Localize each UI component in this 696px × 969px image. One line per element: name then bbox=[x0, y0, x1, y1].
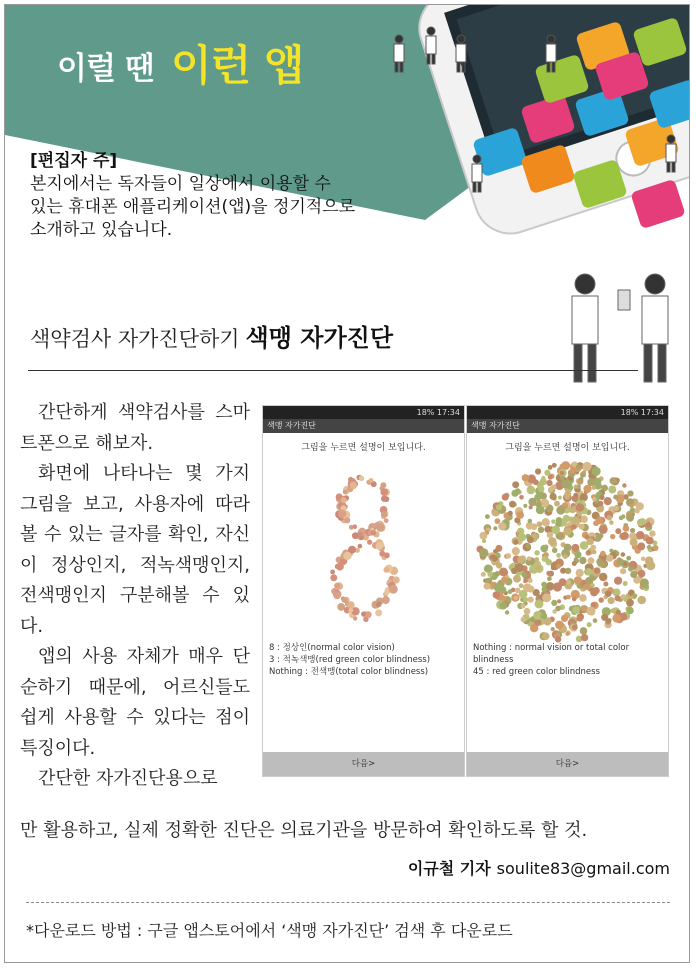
plate-dot bbox=[551, 519, 555, 523]
plate-dot bbox=[613, 495, 618, 500]
plate-dot bbox=[330, 570, 335, 575]
plate-dot bbox=[581, 500, 585, 504]
legend-line: 45 : red green color blindness bbox=[473, 667, 600, 677]
plate-dot bbox=[527, 486, 536, 495]
section-title bbox=[30, 318, 393, 353]
plate-dot bbox=[576, 464, 581, 469]
plate-dot bbox=[384, 590, 389, 595]
plate-dot bbox=[600, 551, 606, 557]
plate-dot bbox=[343, 490, 348, 495]
plate-dot bbox=[579, 557, 586, 564]
color-plate-8[interactable] bbox=[263, 461, 465, 631]
plate-dot bbox=[519, 495, 524, 500]
plate-dot bbox=[581, 634, 588, 641]
header-title-prefix: 이럴 땐 bbox=[57, 51, 154, 87]
body-paragraph: 만 활용하고, 실제 정확한 진단은 의료기관을 방문하여 확인하도록 할 것. bbox=[20, 820, 588, 841]
plate-dot bbox=[556, 517, 562, 523]
plate-dot bbox=[630, 571, 637, 578]
plate-dot bbox=[560, 568, 566, 574]
app-screenshot-1 bbox=[262, 405, 465, 777]
plate-dot bbox=[524, 608, 531, 615]
plate-dot bbox=[555, 606, 561, 612]
editor-note-line: 본지에서는 독자들이 일상에서 이용할 수 bbox=[30, 174, 331, 194]
plate-dot bbox=[367, 540, 372, 545]
plate-dot bbox=[512, 547, 520, 555]
plate-dot bbox=[560, 476, 565, 481]
doctor-illustration bbox=[560, 270, 690, 390]
section-divider bbox=[28, 370, 638, 371]
plate-dot bbox=[380, 488, 388, 496]
plate-dot bbox=[540, 499, 549, 508]
plate-dot bbox=[641, 557, 645, 561]
plate-dot bbox=[593, 587, 600, 594]
plate-dot bbox=[610, 608, 615, 613]
plate-dot bbox=[560, 471, 565, 476]
plate-dot bbox=[629, 503, 634, 508]
app-name: 색맹 자가진단 bbox=[245, 324, 394, 352]
app-screenshot-2 bbox=[466, 405, 669, 777]
plate-dot bbox=[628, 566, 633, 571]
plate-dot bbox=[610, 477, 617, 484]
plate-dot bbox=[564, 494, 570, 500]
plate-dot bbox=[630, 538, 638, 546]
plate-dot bbox=[607, 515, 612, 520]
plate-dot bbox=[609, 520, 613, 524]
plate-dot bbox=[556, 553, 561, 558]
plate-dot bbox=[361, 612, 366, 617]
plate-dot bbox=[592, 486, 596, 490]
status-bar: 18% 17:34 bbox=[263, 406, 464, 419]
plate-dot bbox=[580, 515, 588, 523]
plate-dot bbox=[485, 514, 490, 519]
plate-dot bbox=[494, 583, 502, 591]
plate-dot bbox=[508, 511, 513, 516]
plate-dot bbox=[561, 461, 570, 470]
plate-dot bbox=[577, 584, 582, 589]
plate-dot bbox=[599, 573, 607, 581]
plate-dot bbox=[572, 561, 577, 566]
plate-dot bbox=[371, 530, 376, 535]
body-paragraph: 화면에 나타나는 몇 가지 그림을 보고, 사용자에 따라 볼 수 있는 글자를 확인, 자신이 정상인지, 적녹색맹인지, 전색맹인지 구분해볼 수 있다. bbox=[20, 463, 250, 637]
plate-dot bbox=[511, 490, 518, 497]
plate-dot bbox=[527, 536, 534, 543]
plate-dot bbox=[523, 579, 527, 583]
plate-dot bbox=[392, 568, 397, 573]
plate-dot bbox=[614, 505, 620, 511]
next-button[interactable]: 다음> bbox=[467, 752, 668, 776]
editor-note-label: [편집자 주] bbox=[30, 151, 118, 171]
plate-dot bbox=[636, 531, 644, 539]
byline bbox=[408, 856, 670, 879]
plate-dot bbox=[605, 590, 612, 597]
plate-dot bbox=[569, 486, 573, 490]
plate-dot bbox=[559, 578, 567, 586]
plate-dot bbox=[574, 485, 578, 489]
plate-dot bbox=[551, 600, 557, 606]
plate-dot bbox=[537, 521, 543, 527]
plate-dot bbox=[637, 596, 646, 605]
plate-dot bbox=[512, 481, 519, 488]
plate-dot bbox=[600, 562, 607, 569]
plate-dot bbox=[535, 565, 541, 571]
plate-dot bbox=[353, 524, 358, 529]
plate-dot bbox=[380, 482, 386, 488]
plate-dot bbox=[649, 530, 655, 536]
plate-dot bbox=[633, 594, 638, 599]
plate-dot bbox=[574, 576, 582, 584]
plate-dot bbox=[359, 476, 364, 481]
plate-dot bbox=[579, 524, 585, 530]
plate-dot bbox=[623, 598, 627, 602]
plate-dot bbox=[334, 583, 340, 589]
body-paragraph: 앱의 사용 자체가 매우 단순하기 때문에, 어르신들도 쉽게 사용할 수 있다는 점이 특징이다. bbox=[20, 646, 250, 759]
plate-dot bbox=[646, 522, 652, 528]
plate-dot bbox=[535, 468, 541, 474]
plate-dot bbox=[561, 480, 570, 489]
plate-dot bbox=[587, 622, 592, 627]
plate-dot bbox=[344, 517, 350, 523]
plate-dot bbox=[544, 470, 550, 476]
plate-dot bbox=[384, 496, 390, 502]
plate-dot bbox=[594, 567, 601, 574]
plate-dot bbox=[622, 483, 626, 487]
plate-dot bbox=[535, 599, 544, 608]
plate-dot bbox=[593, 520, 599, 526]
plate-dot bbox=[523, 504, 527, 508]
plate-dot bbox=[505, 610, 509, 614]
plate-dot bbox=[502, 494, 509, 501]
plate-dot bbox=[378, 542, 384, 548]
plate-dot bbox=[480, 532, 488, 540]
plate-dot bbox=[554, 501, 560, 507]
plate-dot bbox=[358, 532, 363, 537]
plate-dot bbox=[585, 584, 591, 590]
plate-dot bbox=[599, 495, 604, 500]
legend-line: blindness bbox=[473, 655, 514, 665]
plate-dot bbox=[610, 534, 615, 539]
plate-dot bbox=[572, 544, 580, 552]
plate-dot bbox=[653, 545, 659, 551]
plate-dot bbox=[487, 572, 492, 577]
plate-dot bbox=[608, 486, 616, 494]
editor-note-line: 있는 휴대폰 애플리케이션(앱)을 정기적으로 bbox=[30, 197, 356, 217]
plate-dot bbox=[343, 552, 351, 560]
plate-dot bbox=[541, 476, 545, 480]
plate-dot bbox=[519, 583, 524, 588]
plate-dot bbox=[548, 465, 553, 470]
plate-dot bbox=[548, 537, 557, 546]
plate-dot bbox=[646, 537, 654, 545]
reporter-name: 이규철 기자 bbox=[407, 859, 491, 878]
plate-dot bbox=[523, 583, 532, 592]
plate-dot bbox=[604, 497, 612, 505]
plate-dot bbox=[571, 516, 580, 525]
plate-dot bbox=[555, 621, 564, 630]
plate-dot bbox=[580, 627, 588, 635]
plate-dot bbox=[540, 613, 547, 620]
plate-dot bbox=[592, 550, 597, 555]
plate-dot bbox=[547, 532, 553, 538]
plate-dot bbox=[538, 486, 544, 492]
plate-dot bbox=[556, 506, 565, 515]
plate-dot bbox=[620, 568, 626, 574]
plate-dot bbox=[546, 480, 552, 486]
plate-dot bbox=[572, 624, 578, 630]
plate-dot bbox=[358, 544, 363, 549]
plate-dot bbox=[542, 556, 548, 562]
legend-line: 3 : 적녹색맹(red green color blindness) bbox=[269, 655, 431, 665]
plate-dot bbox=[330, 574, 337, 581]
plate-dot bbox=[484, 583, 491, 590]
plate-dot bbox=[495, 518, 501, 524]
plate-dot bbox=[558, 496, 562, 500]
plate-dot bbox=[587, 478, 595, 486]
plate-dot bbox=[621, 532, 629, 540]
plate-dot bbox=[518, 533, 526, 541]
footer-divider bbox=[26, 902, 670, 903]
plate-dot bbox=[623, 525, 630, 532]
plate-dot bbox=[585, 568, 592, 575]
plate-dot bbox=[509, 501, 516, 508]
plate-dot bbox=[381, 511, 387, 517]
plate-dot bbox=[579, 594, 587, 602]
plate-dot bbox=[501, 577, 508, 584]
plate-dot bbox=[515, 563, 524, 572]
plate-dot bbox=[609, 549, 613, 553]
plate-dot bbox=[580, 541, 589, 550]
plate-dot bbox=[599, 597, 604, 602]
plate-dot bbox=[538, 527, 544, 533]
plate-dot bbox=[606, 554, 613, 561]
plate-dot bbox=[537, 502, 542, 507]
plate-dot bbox=[551, 484, 557, 490]
plate-dot bbox=[576, 569, 584, 577]
plate-dot bbox=[586, 550, 592, 556]
plate-dot bbox=[542, 632, 550, 640]
plate-dot bbox=[637, 542, 645, 550]
plate-dot bbox=[513, 575, 521, 583]
plate-dot bbox=[528, 597, 534, 603]
plate-dot bbox=[383, 567, 389, 573]
plate-dot bbox=[576, 503, 585, 512]
plate-dot bbox=[601, 614, 608, 621]
result-legend bbox=[269, 642, 430, 678]
plate-dot bbox=[541, 582, 547, 588]
plate-dot bbox=[338, 510, 346, 518]
section-subtitle: 색약검사 자가진단하기 bbox=[30, 327, 240, 351]
plate-dot bbox=[499, 568, 508, 577]
plate-dot bbox=[636, 502, 644, 510]
plate-dot bbox=[638, 570, 646, 578]
plate-dot bbox=[566, 579, 571, 584]
body-paragraph: 간단하게 색약검사를 스마트폰으로 해보자. bbox=[20, 402, 250, 454]
plate-dot bbox=[542, 593, 551, 602]
plate-dot bbox=[546, 571, 551, 576]
plate-dot bbox=[527, 556, 531, 560]
next-button[interactable]: 다음> bbox=[263, 752, 464, 776]
plate-dot bbox=[547, 576, 552, 581]
plate-dot bbox=[528, 498, 536, 506]
article-body bbox=[20, 398, 250, 795]
plate-dot bbox=[534, 550, 539, 555]
plate-dot bbox=[593, 618, 598, 623]
plate-dot bbox=[341, 497, 347, 503]
plate-dot bbox=[572, 597, 576, 601]
plate-dot bbox=[529, 505, 533, 509]
editor-note-line: 소개하고 있습니다. bbox=[30, 220, 173, 240]
plate-dot bbox=[581, 606, 587, 612]
plate-dot bbox=[595, 483, 602, 490]
plate-dot bbox=[533, 479, 539, 485]
plate-dot bbox=[481, 572, 486, 577]
plate-dot bbox=[603, 582, 608, 587]
plate-dot bbox=[347, 601, 354, 608]
plate-dot bbox=[591, 545, 597, 551]
plate-dot bbox=[563, 527, 571, 535]
plate-dot bbox=[599, 525, 608, 534]
plate-dot bbox=[572, 606, 580, 614]
body-paragraph: 간단한 자가진단용으로 bbox=[38, 768, 218, 789]
plate-dot bbox=[375, 609, 382, 616]
color-plate-45[interactable] bbox=[467, 457, 669, 647]
plate-dot bbox=[528, 519, 533, 524]
plate-dot bbox=[376, 602, 382, 608]
plate-dot bbox=[492, 555, 498, 561]
reporter-email[interactable]: soulite83@gmail.com bbox=[496, 859, 670, 878]
plate-dot bbox=[573, 493, 578, 498]
plate-dot bbox=[615, 528, 621, 534]
plate-dot bbox=[615, 595, 621, 601]
plate-dot bbox=[353, 616, 357, 620]
plate-dot bbox=[521, 603, 526, 608]
plate-dot bbox=[350, 482, 357, 489]
editor-note bbox=[30, 150, 390, 242]
plate-dot bbox=[557, 599, 561, 603]
plate-dot bbox=[482, 539, 486, 543]
plate-dot bbox=[365, 611, 372, 618]
plate-dot bbox=[499, 602, 507, 610]
plate-dot bbox=[608, 597, 615, 604]
plate-dot bbox=[586, 607, 595, 616]
plate-dot bbox=[333, 591, 341, 599]
plate-dot bbox=[376, 525, 383, 532]
instruction-text[interactable]: 그림을 누르면 설명이 보입니다. bbox=[301, 443, 426, 453]
plate-dot bbox=[517, 556, 525, 564]
plate-dot bbox=[612, 614, 621, 623]
plate-dot bbox=[479, 548, 488, 557]
plate-dot bbox=[493, 591, 500, 598]
plate-dot bbox=[552, 548, 558, 554]
plate-dot bbox=[617, 558, 624, 565]
plate-dot bbox=[498, 522, 506, 530]
plate-dot bbox=[505, 553, 511, 559]
plate-dot bbox=[626, 556, 631, 561]
app-bar-title: 색맹 자가진단 bbox=[263, 419, 464, 433]
instruction-text[interactable]: 그림을 누르면 설명이 보입니다. bbox=[505, 443, 630, 453]
plate-dot bbox=[626, 513, 634, 521]
plate-dot bbox=[588, 557, 595, 564]
legend-line: Nothing : 전색맹(total color blindness) bbox=[269, 667, 429, 677]
plate-dot bbox=[521, 617, 526, 622]
plate-dot bbox=[336, 563, 344, 571]
plate-dot bbox=[582, 462, 591, 471]
plate-dot bbox=[389, 585, 398, 594]
plate-dot bbox=[614, 577, 622, 585]
plate-dot bbox=[496, 504, 502, 510]
plate-dot bbox=[384, 518, 389, 523]
plate-dot bbox=[565, 632, 569, 636]
plate-dot bbox=[379, 551, 385, 557]
plate-dot bbox=[534, 557, 539, 562]
plate-dot bbox=[530, 624, 538, 632]
plate-dot bbox=[551, 526, 560, 535]
plate-dot bbox=[598, 533, 603, 538]
plate-dot bbox=[647, 545, 652, 550]
plate-dot bbox=[516, 511, 524, 519]
plate-dot bbox=[493, 526, 497, 530]
plate-dot bbox=[348, 608, 353, 613]
plate-dot bbox=[621, 514, 625, 518]
plate-dot bbox=[484, 565, 492, 573]
plate-dot bbox=[592, 467, 601, 476]
plate-dot bbox=[621, 552, 626, 557]
plate-dot bbox=[528, 578, 533, 583]
header-title-main: 이런 앱 bbox=[171, 41, 304, 90]
plate-dot bbox=[542, 518, 550, 526]
plate-dot bbox=[513, 539, 518, 544]
plate-dot bbox=[623, 581, 628, 586]
app-bar-title: 색맹 자가진단 bbox=[467, 419, 668, 433]
plate-dot bbox=[574, 551, 581, 558]
plate-dot bbox=[540, 545, 548, 553]
plate-dot bbox=[630, 528, 635, 533]
plate-dot bbox=[550, 493, 557, 500]
plate-dot bbox=[369, 478, 374, 483]
plate-dot bbox=[627, 607, 634, 614]
plate-dot bbox=[566, 595, 571, 600]
plate-dot bbox=[561, 615, 568, 622]
plate-dot bbox=[577, 615, 584, 622]
plate-dot bbox=[526, 544, 531, 549]
plate-dot bbox=[551, 627, 555, 631]
plate-dot bbox=[508, 589, 513, 594]
plate-dot bbox=[639, 518, 646, 525]
plate-dot bbox=[563, 554, 568, 559]
article-body-continued bbox=[20, 816, 670, 846]
plate-dot bbox=[495, 571, 501, 577]
download-note: *다운로드 방법 : 구글 앱스토어에서 ‘색맹 자가진단’ 검색 후 다운로드 bbox=[26, 921, 513, 940]
plate-dot bbox=[514, 596, 519, 601]
plate-dot bbox=[552, 463, 557, 468]
status-bar: 18% 17:34 bbox=[467, 406, 668, 419]
plate-dot bbox=[646, 561, 655, 570]
plate-dot bbox=[522, 474, 529, 481]
plate-dot bbox=[556, 564, 561, 569]
result-legend bbox=[473, 642, 629, 678]
legend-line: Nothing : normal vision or total color bbox=[473, 643, 630, 653]
plate-dot bbox=[644, 584, 649, 589]
legend-line: 8 : 정상인(normal color vision) bbox=[269, 643, 395, 653]
plate-dot bbox=[522, 572, 528, 578]
